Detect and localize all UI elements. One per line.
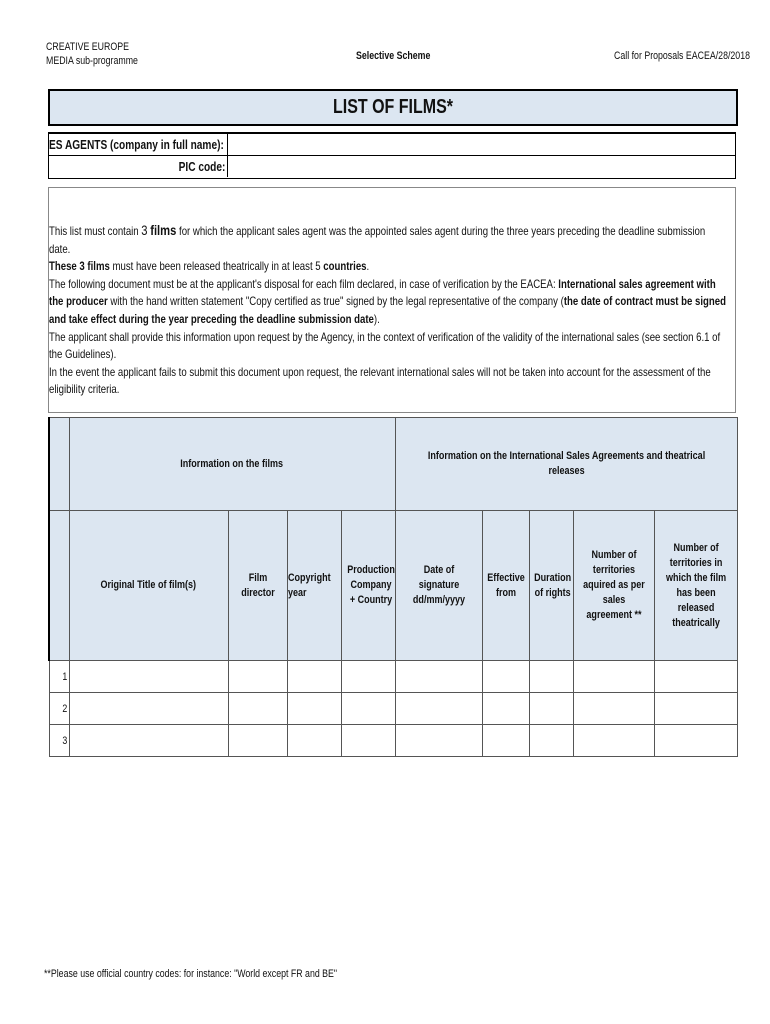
page-title: LIST OF FILMS* [333,96,453,118]
page-title-box [48,89,738,126]
sales-agent-label-cell [49,134,228,155]
table-row [49,693,737,725]
scheme-name: Selective Scheme [356,50,431,62]
table-row [49,661,737,693]
cell-duration[interactable] [529,693,573,725]
row-number: 2 [49,693,69,725]
cell-territories-acquired[interactable] [573,725,654,757]
org-name: CREATIVE EUROPE [46,41,129,53]
cell-director[interactable] [228,725,287,757]
col-header-production: Production Company + Country [341,511,395,661]
cell-copyright[interactable] [287,693,341,725]
col-header-copyright: Copyright year [287,511,341,661]
header-call [614,49,770,63]
instruction-paragraph: The following document must be at the applicant's disposal for each film declared, in case of verification by the EACEA: International sales agreement with the producer with the hand written statement "Copy certified as true" signed by the legal representative of the company (the date of contract must be signed and take effect during the year preceding the deadline submission date). [49,276,726,326]
instructions-box [48,187,736,413]
cell-territories-released[interactable] [654,725,737,757]
cell-production[interactable] [341,693,395,725]
instruction-paragraph: In the event the applicant fails to submit this document upon request, the relevant international sales will not be taken into account for the assessment of the eligibility criteria. [49,364,711,397]
col-header-territories-acquired: Number of territories aquired as per sales agreement ** [573,511,654,661]
call-reference: Call for Proposals EACEA/28/2018 [614,50,750,62]
group-header-films: Information on the films [69,418,395,511]
cell-title[interactable] [69,661,228,693]
col-header-territories-released: Number of territories in which the film has been released theatrically [654,511,737,661]
row-number: 1 [49,661,69,693]
cell-copyright[interactable] [287,725,341,757]
cell-title[interactable] [69,693,228,725]
pic-code-label-cell [49,156,228,177]
sales-agent-label: ES AGENTS (company in full name): [49,137,224,152]
col-header-title: Original Title of film(s) [69,511,228,661]
cell-duration[interactable] [529,725,573,757]
footnote [44,968,410,980]
footnote-text: **Please use official country codes: for instance: "World except FR and BE" [44,968,338,980]
instruction-paragraph: The applicant shall provide this information upon request by the Agency, in the context of verification of the validity of the international sales (see section 6.1 of the Guidelines). [49,329,721,362]
col-header-director: Film director [228,511,287,661]
instruction-paragraph: These 3 films must have been released theatrically in at least 5 countries. [49,259,370,274]
pic-code-field[interactable] [229,156,735,177]
cell-duration[interactable] [529,661,573,693]
cell-effective-from[interactable] [482,725,529,757]
agent-form [48,132,736,179]
cell-territories-acquired[interactable] [573,693,654,725]
cell-production[interactable] [341,725,395,757]
cell-production[interactable] [341,661,395,693]
pic-code-row [49,156,735,177]
row-number: 3 [49,725,69,757]
films-table [48,417,738,757]
col-header-duration: Duration of rights [529,511,573,661]
pic-code-label: PIC code: [178,159,226,174]
cell-signature-date[interactable] [395,693,482,725]
cell-territories-released[interactable] [654,661,737,693]
table-column-header-row [49,511,737,661]
table-row [49,725,737,757]
cell-effective-from[interactable] [482,661,529,693]
cell-territories-released[interactable] [654,693,737,725]
header-scheme [356,49,449,63]
sales-agent-field[interactable] [229,134,735,155]
sales-agent-row [49,134,735,156]
cell-signature-date[interactable] [395,661,482,693]
table-group-header-row [49,418,737,511]
group-header-sales: Information on the International Sales Agreements and theatrical releases [395,418,737,511]
cell-title[interactable] [69,725,228,757]
cell-signature-date[interactable] [395,725,482,757]
instructions-text [49,222,729,399]
col-header-effective-from: Effective from [482,511,529,661]
cell-territories-acquired[interactable] [573,661,654,693]
cell-effective-from[interactable] [482,693,529,725]
cell-director[interactable] [228,693,287,725]
header-organization [46,40,161,68]
org-subprogramme: MEDIA sub-programme [46,55,138,67]
col-header-signature-date: Date of signature dd/mm/yyyy [395,511,482,661]
cell-director[interactable] [228,661,287,693]
cell-copyright[interactable] [287,661,341,693]
instruction-paragraph: This list must contain 3 films for which the applicant sales agent was the appointed sales agent during the three years preceding the deadline submission date. [49,222,706,256]
